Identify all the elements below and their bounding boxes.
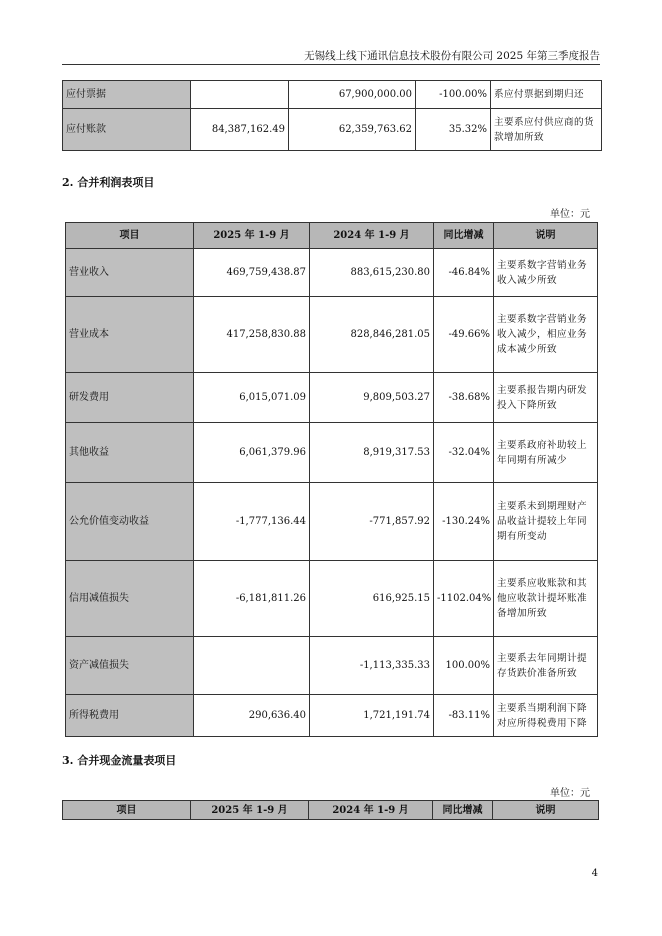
header-rule [62, 64, 600, 65]
col-header-item: 项目 [63, 801, 191, 820]
row-change: -130.24% [434, 483, 494, 561]
table-header-row [66, 223, 598, 249]
table-row [66, 637, 598, 695]
table-row [66, 695, 598, 737]
row-note: 主要系数字营销业务收入减少，相应业务成本减少所致 [494, 297, 598, 373]
row-item: 资产减值损失 [66, 637, 194, 695]
row-current: -1,777,136.44 [194, 483, 310, 561]
income-unit-label: 单位：元 [550, 209, 590, 220]
row-item: 研发费用 [66, 373, 194, 423]
row-change: -1102.04% [434, 561, 494, 637]
row-note: 主要系应付供应商的货款增加所致 [491, 109, 602, 151]
row-current: 6,061,379.96 [194, 423, 310, 483]
cashflow-table [62, 800, 599, 820]
row-current [194, 637, 310, 695]
row-change: 35.32% [416, 109, 491, 151]
row-change: -38.68% [434, 373, 494, 423]
table-header-row [63, 801, 599, 820]
row-previous: 616,925.15 [310, 561, 434, 637]
cashflow-unit-label: 单位：元 [550, 788, 590, 799]
row-change: -32.04% [434, 423, 494, 483]
row-current: 6,015,071.09 [194, 373, 310, 423]
row-item: 所得税费用 [66, 695, 194, 737]
row-change: -100.00% [416, 81, 491, 109]
row-current: 417,258,830.88 [194, 297, 310, 373]
row-previous: 62,359,763.62 [289, 109, 416, 151]
row-note: 主要系政府补助较上年同期有所减少 [494, 423, 598, 483]
col-header-item: 项目 [66, 223, 194, 249]
col-header-current: 2025 年 1-9 月 [194, 223, 310, 249]
row-item: 应付票据 [63, 81, 191, 109]
row-current [191, 81, 289, 109]
col-header-change: 同比增减 [434, 223, 494, 249]
income-section-title: 2. 合并利润表项目 [62, 176, 155, 189]
row-current: 469,759,438.87 [194, 249, 310, 297]
table-row [66, 483, 598, 561]
cashflow-section-title: 3. 合并现金流量表项目 [62, 754, 177, 767]
row-current: -6,181,811.26 [194, 561, 310, 637]
row-note: 主要系报告期内研发投入下降所致 [494, 373, 598, 423]
balance-sheet-table [62, 80, 602, 151]
row-change: -49.66% [434, 297, 494, 373]
table-row [66, 561, 598, 637]
row-previous: 8,919,317.53 [310, 423, 434, 483]
table-row [63, 81, 602, 109]
row-note: 主要系未到期理财产品收益计提较上年同期有所变动 [494, 483, 598, 561]
row-note: 主要系应收账款和其他应收款计提坏账准备增加所致 [494, 561, 598, 637]
row-previous: 1,721,191.74 [310, 695, 434, 737]
col-header-current: 2025 年 1-9 月 [191, 801, 309, 820]
row-item: 信用减值损失 [66, 561, 194, 637]
table-row [66, 297, 598, 373]
row-change: -46.84% [434, 249, 494, 297]
table-row [66, 373, 598, 423]
report-header-title: 无锡线上线下通讯信息技术股份有限公司 2025 年第三季度报告 [304, 50, 600, 62]
row-previous: 883,615,230.80 [310, 249, 434, 297]
row-note: 主要系数字营销业务收入减少所致 [494, 249, 598, 297]
row-previous: -771,857.92 [310, 483, 434, 561]
row-item: 应付账款 [63, 109, 191, 151]
row-change: -83.11% [434, 695, 494, 737]
row-previous: -1,113,335.33 [310, 637, 434, 695]
col-header-change: 同比增减 [433, 801, 493, 820]
row-item: 营业成本 [66, 297, 194, 373]
row-item: 其他收益 [66, 423, 194, 483]
col-header-previous: 2024 年 1-9 月 [309, 801, 433, 820]
col-header-previous: 2024 年 1-9 月 [310, 223, 434, 249]
row-change: 100.00% [434, 637, 494, 695]
table-row [66, 423, 598, 483]
col-header-note: 说明 [493, 801, 599, 820]
table-row [66, 249, 598, 297]
page-number: 4 [591, 868, 598, 879]
row-previous: 67,900,000.00 [289, 81, 416, 109]
row-note: 主要系去年同期计提存货跌价准备所致 [494, 637, 598, 695]
row-item: 公允价值变动收益 [66, 483, 194, 561]
income-statement-table [65, 222, 598, 737]
col-header-note: 说明 [494, 223, 598, 249]
row-item: 营业收入 [66, 249, 194, 297]
row-current: 84,387,162.49 [191, 109, 289, 151]
row-current: 290,636.40 [194, 695, 310, 737]
row-note: 主要系当期利润下降对应所得税费用下降 [494, 695, 598, 737]
row-previous: 828,846,281.05 [310, 297, 434, 373]
table-row [63, 109, 602, 151]
row-previous: 9,809,503.27 [310, 373, 434, 423]
row-note: 系应付票据到期归还 [491, 81, 602, 109]
